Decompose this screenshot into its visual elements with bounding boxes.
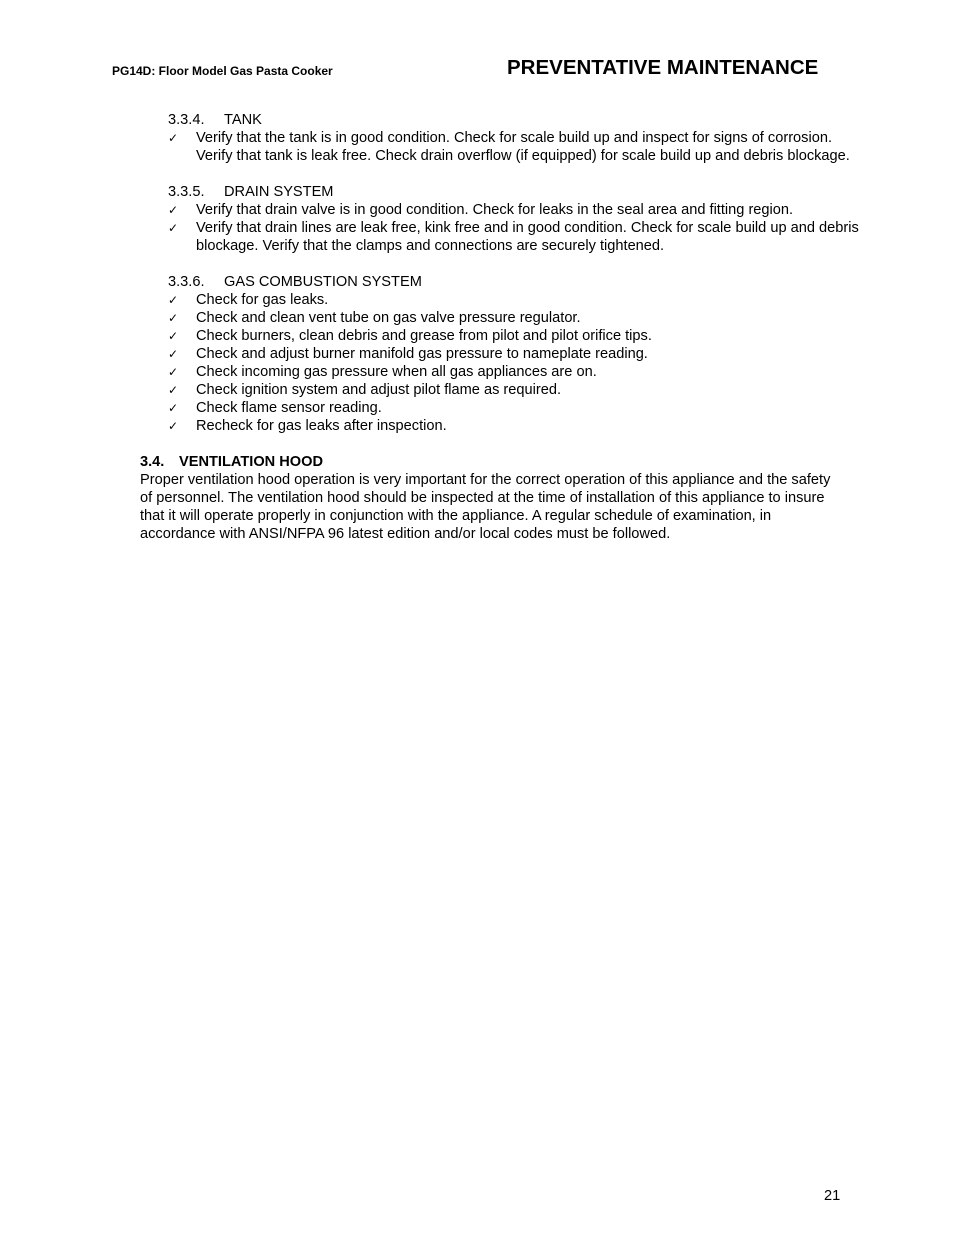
check-mark-icon: ✓: [168, 221, 179, 235]
checklist-item-text: Check ignition system and adjust pilot flame as required.: [196, 382, 562, 398]
subsection-number: 3.3.4.: [168, 112, 205, 128]
checklist-item: [140, 381, 860, 399]
check-mark-icon: ✓: [168, 293, 179, 307]
checklist-item-text: Verify that drain lines are leak free, kink free and in good condition. Check for scale build up and debris blockage. Verify that the clamps and connections are securely tightened.: [196, 220, 859, 254]
checklist-item-text: Check and adjust burner manifold gas pressure to nameplate reading.: [196, 346, 648, 362]
checklist-item-text: Check and clean vent tube on gas valve pressure regulator.: [196, 310, 581, 326]
document-model-title: PG14D: Floor Model Gas Pasta Cooker: [112, 64, 333, 78]
checklist: [140, 291, 860, 435]
checklist-item: [140, 201, 860, 219]
check-mark-icon: ✓: [168, 329, 179, 343]
page-number: 21: [824, 1188, 841, 1204]
subsection-number: 3.3.6.: [168, 274, 205, 290]
checklist-item-text: Verify that the tank is in good condition. Check for scale build up and inspect for signs of corrosion. Verify that tank is leak free. Check drain overflow (if equipped) for scale build up and debris blockage.: [196, 130, 850, 164]
ventilation-paragraph: Proper ventilation hood operation is very important for the correct operation of this appliance and the safety of personnel. The ventilation hood should be inspected at the time of installation of this appliance to insure that it will operate properly in conjunction with the appliance. A regular schedule of examination, in accordance with ANSI/NFPA 96 latest edition and/or local codes must be followed.: [140, 472, 831, 542]
check-mark-icon: ✓: [168, 347, 179, 361]
page-section-title: PREVENTATIVE MAINTENANCE: [507, 56, 819, 79]
checklist-item: [140, 399, 860, 417]
checklist: [140, 201, 860, 255]
checklist-item: [140, 129, 860, 165]
checklist-item-text: Check for gas leaks.: [196, 292, 329, 308]
check-mark-icon: ✓: [168, 383, 179, 397]
section-title: VENTILATION HOOD: [179, 454, 324, 470]
subsection-tank: [140, 111, 860, 165]
checklist-item: [140, 291, 860, 309]
subsection-heading: [140, 111, 860, 129]
checklist-item: [140, 219, 860, 255]
checklist-item-text: Verify that drain valve is in good condition. Check for leaks in the seal area and fitting region.: [196, 202, 794, 218]
checklist-item-text: Check burners, clean debris and grease from pilot and pilot orifice tips.: [196, 328, 652, 344]
checklist: [140, 129, 860, 165]
subsection-title: TANK: [224, 112, 262, 128]
subsection-heading: [140, 183, 860, 201]
checklist-item: [140, 309, 860, 327]
check-mark-icon: ✓: [168, 311, 179, 325]
subsection-heading: [140, 273, 860, 291]
subsection-title: GAS COMBUSTION SYSTEM: [224, 274, 422, 290]
page-content: [140, 111, 860, 543]
section-number: 3.4.: [140, 454, 165, 470]
checklist-item-text: Check flame sensor reading.: [196, 400, 382, 416]
checklist-item: [140, 417, 860, 435]
section-ventilation-hood: [140, 453, 860, 543]
check-mark-icon: ✓: [168, 131, 179, 145]
checklist-item: [140, 345, 860, 363]
check-mark-icon: ✓: [168, 365, 179, 379]
subsection-title: DRAIN SYSTEM: [224, 184, 334, 200]
checklist-item-text: Check incoming gas pressure when all gas appliances are on.: [196, 364, 597, 380]
subsection-drain-system: [140, 183, 860, 255]
subsection-gas-combustion-system: [140, 273, 860, 435]
subsection-number: 3.3.5.: [168, 184, 205, 200]
check-mark-icon: ✓: [168, 419, 179, 433]
check-mark-icon: ✓: [168, 203, 179, 217]
checklist-item-text: Recheck for gas leaks after inspection.: [196, 418, 447, 434]
section-heading: [140, 453, 860, 471]
check-mark-icon: ✓: [168, 401, 179, 415]
checklist-item: [140, 363, 860, 381]
checklist-item: [140, 327, 860, 345]
